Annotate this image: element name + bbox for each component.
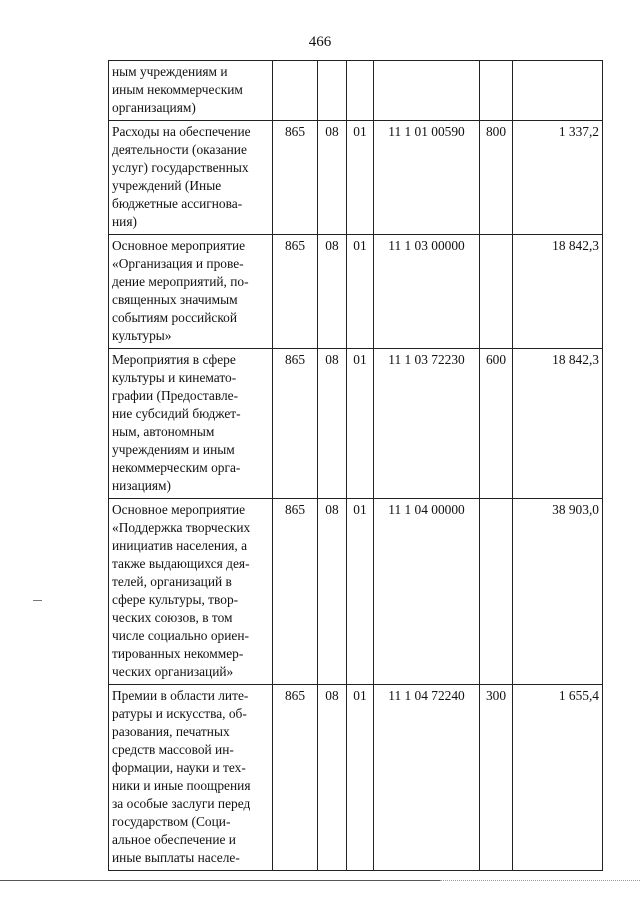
cell-name-line: священных значимым [112, 292, 238, 307]
cell-name-line: «Организация и прове- [112, 256, 244, 271]
cell-expense-type: 600 [480, 349, 513, 499]
table-row [109, 685, 603, 871]
cell-name-line: событиям российской [112, 310, 238, 325]
budget-table [108, 60, 603, 871]
cell-name-line: Основное мероприятие [112, 502, 246, 517]
cell-name-line: разования, печатных [112, 724, 230, 739]
cell-section [318, 61, 347, 121]
cell-amount: 18 842,3 [513, 349, 603, 499]
cell-ved: 865 [273, 121, 318, 235]
cell-name-line: дение мероприятий, по- [112, 274, 249, 289]
cell-name-line: ческих союзов, в том [112, 610, 233, 625]
cell-name-line: организациям) [112, 100, 196, 115]
cell-name-line: ники и иные поощрения [112, 778, 251, 793]
cell-name-line: ние субсидий бюджет- [112, 406, 241, 421]
cell-name-line: за особые заслуги перед [112, 796, 251, 811]
cell-name-line: формации, науки и тех- [112, 760, 246, 775]
cell-name-line: числе социально ориен- [112, 628, 249, 643]
cell-name-line: ческих организаций» [112, 664, 234, 679]
cell-amount [513, 61, 603, 121]
cell-name-line: «Поддержка творческих [112, 520, 251, 535]
cell-name-line: ным, автономным [112, 424, 215, 439]
cell-name-line: Премии в области лите- [112, 688, 249, 703]
cell-name-line: ния) [112, 214, 137, 229]
cell-name-line: учреждений (Иные [112, 178, 222, 193]
cell-name-line: ратуры и искусства, об- [112, 706, 247, 721]
cell-name-line: телей, организаций в [112, 574, 232, 589]
cell-target-article: 11 1 04 72240 [374, 685, 480, 871]
cell-name-line: учреждениям и иным [112, 442, 235, 457]
cell-name-line: культуры и кинемато- [112, 370, 237, 385]
table-row [109, 61, 603, 121]
cell-section: 08 [318, 235, 347, 349]
cell-name-line: средств массовой ин- [112, 742, 234, 757]
cell-expense-type [480, 61, 513, 121]
cell-name [109, 61, 273, 121]
table-row [109, 121, 603, 235]
cell-name [109, 235, 273, 349]
cell-expense-type: 300 [480, 685, 513, 871]
cell-amount: 1 655,4 [513, 685, 603, 871]
cell-name-line: услуг) государственных [112, 160, 249, 175]
cell-name-line: государством (Соци- [112, 814, 231, 829]
cell-name-line: инициатив населения, а [112, 538, 248, 553]
cell-section: 08 [318, 121, 347, 235]
cell-name-line: Расходы на обеспечение [112, 124, 251, 139]
cell-subsection: 01 [347, 349, 374, 499]
table-row [109, 235, 603, 349]
cell-target-article: 11 1 01 00590 [374, 121, 480, 235]
cell-name-line: Основное мероприятие [112, 238, 246, 253]
cell-name-line: культуры» [112, 328, 172, 343]
footer-rule [0, 880, 440, 881]
cell-name-line: графии (Предоставле- [112, 388, 239, 403]
cell-target-article [374, 61, 480, 121]
table-row [109, 499, 603, 685]
cell-name-line: тированных некоммер- [112, 646, 244, 661]
cell-subsection: 01 [347, 235, 374, 349]
cell-name-line: некоммерческим орга- [112, 460, 241, 475]
cell-ved: 865 [273, 235, 318, 349]
footer-rule-faint [440, 880, 640, 881]
cell-name [109, 499, 273, 685]
cell-name-line: альное обеспечение и [112, 832, 236, 847]
cell-name-line: ным учреждениям и [112, 64, 228, 79]
cell-amount: 18 842,3 [513, 235, 603, 349]
cell-target-article: 11 1 03 00000 [374, 235, 480, 349]
cell-subsection [347, 61, 374, 121]
cell-subsection: 01 [347, 499, 374, 685]
cell-name [109, 685, 273, 871]
cell-name-line: Мероприятия в сфере [112, 352, 236, 367]
cell-section: 08 [318, 499, 347, 685]
cell-name [109, 121, 273, 235]
cell-name-line: бюджетные ассигнова- [112, 196, 243, 211]
cell-expense-type: 800 [480, 121, 513, 235]
cell-name-line: иные выплаты населе- [112, 850, 240, 865]
cell-section: 08 [318, 685, 347, 871]
cell-amount: 38 903,0 [513, 499, 603, 685]
page-number: 466 [308, 34, 332, 50]
cell-section: 08 [318, 349, 347, 499]
table-row [109, 349, 603, 499]
cell-expense-type [480, 499, 513, 685]
cell-ved: 865 [273, 499, 318, 685]
cell-target-article: 11 1 03 72230 [374, 349, 480, 499]
cell-amount: 1 337,2 [513, 121, 603, 235]
cell-name-line: сфере культуры, твор- [112, 592, 239, 607]
cell-subsection: 01 [347, 685, 374, 871]
cell-ved [273, 61, 318, 121]
cell-expense-type [480, 235, 513, 349]
cell-ved: 865 [273, 349, 318, 499]
margin-mark [33, 600, 42, 601]
cell-name-line: также выдающихся дея- [112, 556, 250, 571]
cell-name [109, 349, 273, 499]
cell-name-line: низациям) [112, 478, 171, 493]
cell-name-line: иным некоммерческим [112, 82, 243, 97]
cell-ved: 865 [273, 685, 318, 871]
cell-target-article: 11 1 04 00000 [374, 499, 480, 685]
cell-subsection: 01 [347, 121, 374, 235]
cell-name-line: деятельности (оказание [112, 142, 247, 157]
